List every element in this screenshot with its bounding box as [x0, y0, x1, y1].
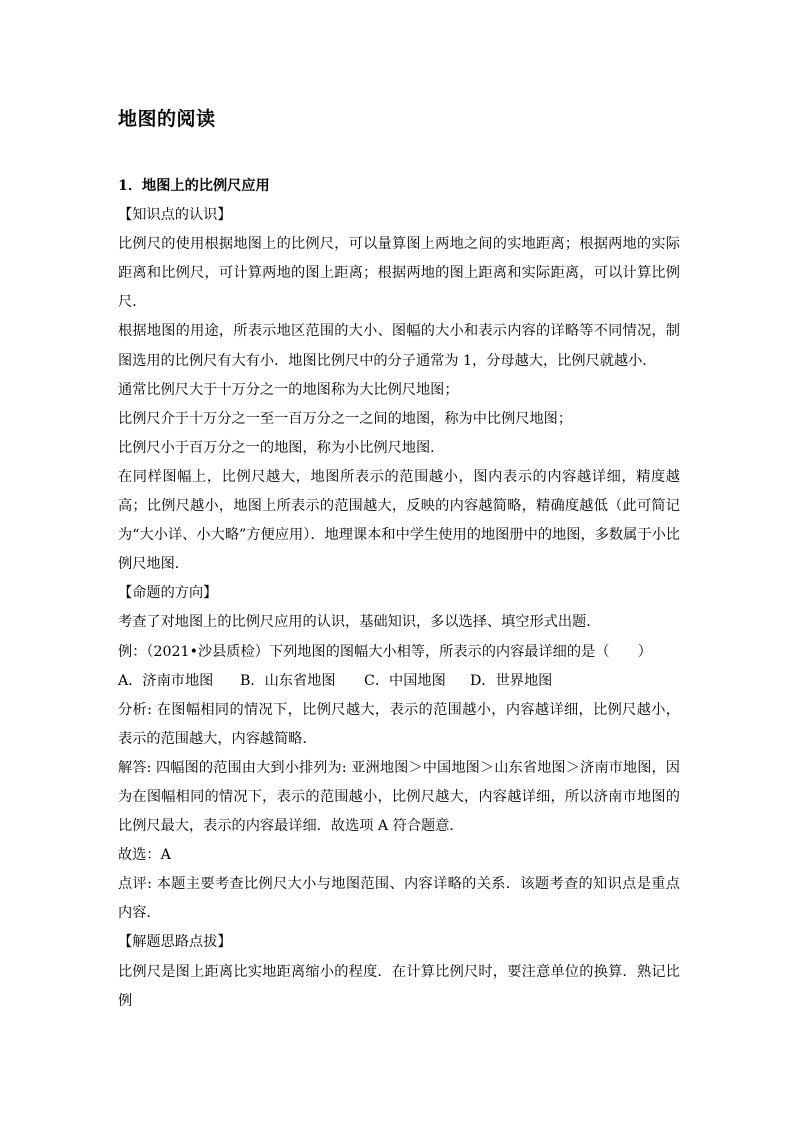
comment-text: 点评: 本题主要考查比例尺大小与地图范围、内容详略的关系．该题考查的知识点是重点内容． — [118, 876, 680, 922]
document-body — [118, 172, 680, 1016]
option-d: D．世界地图 — [470, 672, 553, 689]
answer-text: 故选：A — [118, 847, 171, 864]
knowledge-paragraph: 比例尺小于百万分之一的地图，称为小比例尺地图． — [118, 439, 445, 456]
knowledge-label: 【知识点的认识】 — [118, 207, 232, 224]
solution-text: 解答: 四幅图的范围由大到小排列为: 亚洲地图＞中国地图＞山东省地图＞济南市地图，因为在图幅相同的情况下，表示的范围越小，比例尺越大，内容越详细，所以济南市地图的比例尺最大，表示的内容最详细．故选项 A 符合题意． — [118, 759, 680, 835]
direction-label: 【命题的方向】 — [118, 585, 218, 602]
option-c: C．中国地图 — [364, 672, 446, 689]
example-question: 例：（2021•沙县质检）下列地图的图幅大小相等，所表示的内容最详细的是（ ） — [118, 643, 652, 660]
tips-text: 比例尺是图上距离比实地距离缩小的程度．在计算比例尺时，要注意单位的换算．熟记比例 — [118, 963, 680, 1009]
option-b: B．山东省地图 — [240, 672, 336, 689]
knowledge-paragraph: 根据地图的用途，所表示地区范围的大小、图幅的大小和表示内容的详略等不同情况，制图选用的比例尺有大有小．地图比例尺中的分子通常为 1，分母越大，比例尺就越小． — [118, 323, 680, 369]
knowledge-paragraph: 在同样图幅上，比例尺越大，地图所表示的范围越小，图内表示的内容越详细，精度越高；比例尺越小，地图上所表示的范围越大，反映的内容越简略，精确度越低（此可简记为“大小详、小大略”方便应用）．地理课本和中学生使用的地图册中的地图，多数属于小比例尺地图． — [118, 468, 680, 573]
tips-label: 【解题思路点拔】 — [118, 934, 232, 951]
option-a: A．济南市地图 — [118, 672, 214, 689]
analysis-text: 分析: 在图幅相同的情况下，比例尺越大，表示的范围越小，内容越详细，比例尺越小，表示的范围越大，内容越简略． — [118, 701, 680, 747]
knowledge-paragraph: 通常比例尺大于十万分之一的地图称为大比例尺地图； — [118, 381, 459, 398]
knowledge-paragraph: 比例尺介于十万分之一至一百万分之一之间的地图，称为中比例尺地图； — [118, 410, 573, 427]
page-title: 地图的阅读 — [118, 108, 216, 130]
direction-text: 考查了对地图上的比例尺应用的认识，基础知识，多以选择、填空形式出题． — [118, 614, 601, 631]
knowledge-paragraph: 比例尺的使用根据地图上的比例尺，可以量算图上两地之间的实地距离；根据两地的实际距离和比例尺，可计算两地的图上距离；根据两地的图上距离和实际距离，可以计算比例尺． — [118, 236, 680, 311]
section-heading: 1．地图上的比例尺应用 — [118, 178, 270, 194]
example-options — [118, 667, 680, 696]
